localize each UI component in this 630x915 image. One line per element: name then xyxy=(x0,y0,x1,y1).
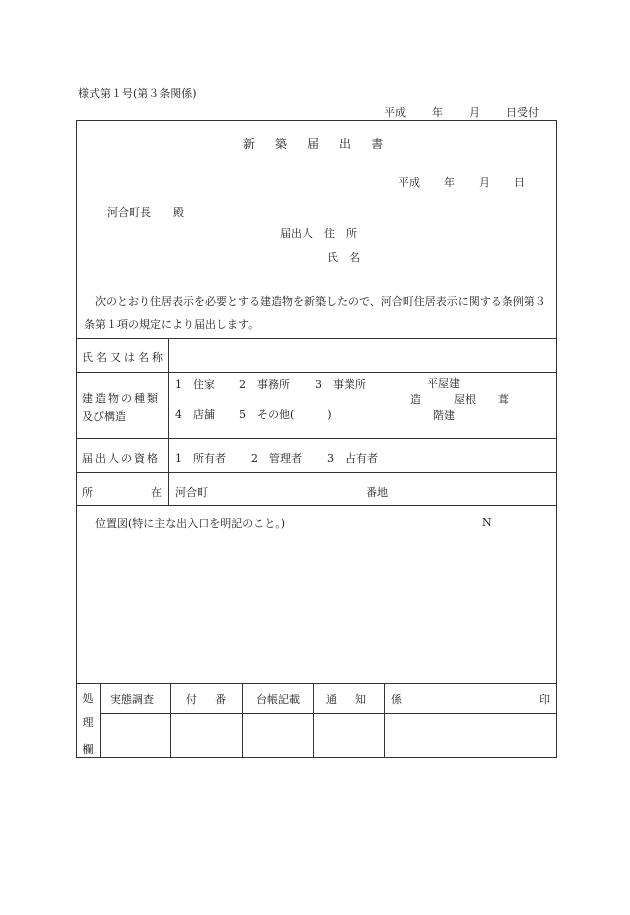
qualification-option: 1 所有者 xyxy=(175,452,226,465)
statement-text: 次のとおり住居表示を必要とする建造物を新築したので、河合町住居表示に関する条例第３条第１項の規定により届出します。 xyxy=(84,295,546,331)
processing-label-char: 理 xyxy=(82,716,94,729)
processing-label-char: 処 xyxy=(82,692,94,705)
notice-char: 通 xyxy=(326,693,337,706)
notice-header xyxy=(326,691,366,707)
divider xyxy=(100,713,557,714)
submission-date xyxy=(398,174,525,190)
location-town: 河合町 xyxy=(175,486,208,499)
form-title xyxy=(243,135,383,152)
use-option: 4 店舗 xyxy=(175,408,215,421)
column-divider xyxy=(100,683,101,758)
divider xyxy=(76,438,557,439)
qualification-option: 2 管理者 xyxy=(251,452,302,465)
column-divider xyxy=(242,683,243,758)
date-year: 年 xyxy=(444,176,455,189)
title-char: 築 xyxy=(275,137,288,151)
column-divider xyxy=(384,683,385,758)
use-options-row-2 xyxy=(175,406,332,422)
location-map-label: 位置図(特に主な出入口を明記のこと。) xyxy=(95,517,286,530)
title-char: 書 xyxy=(371,137,384,151)
receipt-month: 月 xyxy=(469,106,480,119)
receipt-era: 平成 xyxy=(384,106,406,119)
applicant-address-label: 届出人 住 所 xyxy=(280,227,357,240)
divider xyxy=(76,338,557,339)
date-era: 平成 xyxy=(398,176,420,189)
title-char: 届 xyxy=(307,137,320,151)
use-option: 3 事業所 xyxy=(315,378,366,391)
qualification-options xyxy=(175,450,378,466)
notice-char: 知 xyxy=(355,693,366,706)
numbering-header xyxy=(186,691,226,707)
applicant-name-label: 氏 名 xyxy=(327,251,360,264)
ledger-header: 台帳記載 xyxy=(256,693,300,706)
structure-label: 及び構造 xyxy=(82,410,126,423)
north-marker: N xyxy=(482,516,492,529)
receipt-date-line xyxy=(384,104,539,120)
qualification-label: 届出人の資格 xyxy=(82,452,160,465)
divider xyxy=(76,372,557,373)
receipt-day: 日受付 xyxy=(506,106,539,119)
receipt-year: 年 xyxy=(432,106,443,119)
structure-floors-single: 平屋建 xyxy=(427,377,460,390)
staff-header: 係 xyxy=(391,693,402,706)
use-options-row-1 xyxy=(175,376,366,392)
column-divider xyxy=(168,338,169,505)
form-number-label: 様式第１号(第３条関係) xyxy=(78,87,197,100)
date-day: 日 xyxy=(514,176,525,189)
addressee: 河合町長 殿 xyxy=(107,206,184,219)
use-option: 2 事務所 xyxy=(239,378,290,391)
numbering-char: 番 xyxy=(215,693,226,706)
location-banchi: 番地 xyxy=(366,486,388,499)
qualification-option: 3 占有者 xyxy=(327,452,378,465)
processing-label-char: 欄 xyxy=(82,743,94,756)
use-option: 1 住家 xyxy=(175,378,215,391)
divider xyxy=(76,683,557,684)
location-label: 在 xyxy=(151,486,162,499)
numbering-char: 付 xyxy=(186,693,197,706)
structure-roof: 造 屋根 葺 xyxy=(410,393,509,406)
use-option: 5 その他( ) xyxy=(239,408,332,421)
column-divider xyxy=(313,683,314,758)
title-char: 新 xyxy=(243,137,256,151)
column-divider xyxy=(170,683,171,758)
seal-header: 印 xyxy=(539,693,550,706)
date-month: 月 xyxy=(479,176,490,189)
location-label: 所 xyxy=(82,486,93,499)
building-type-label: 建造物の種類 xyxy=(82,392,160,405)
divider xyxy=(76,472,557,473)
survey-header: 実態調査 xyxy=(110,693,154,706)
name-label: 氏名又は名称 xyxy=(82,351,166,364)
structure-floors-multi: 階建 xyxy=(433,409,455,422)
title-char: 出 xyxy=(339,137,352,151)
divider xyxy=(76,505,557,506)
